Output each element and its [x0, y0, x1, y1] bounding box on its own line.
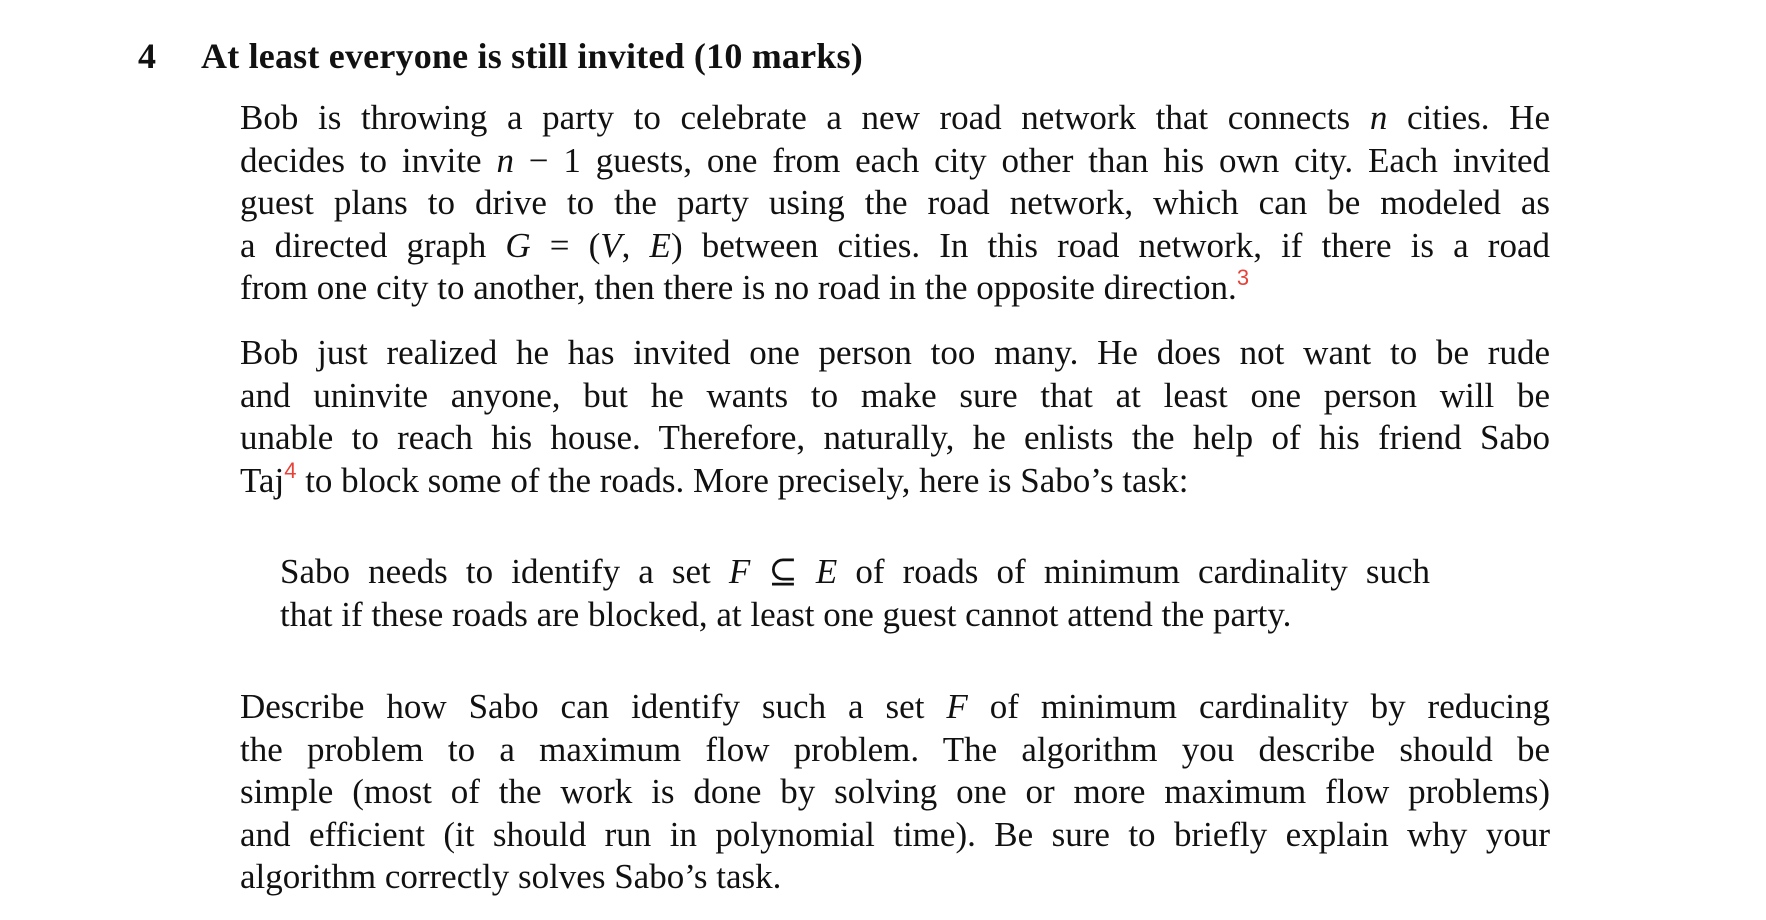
section-heading — [0, 0, 1766, 110]
section-number: 4 — [138, 36, 156, 76]
text-line — [240, 729, 1550, 772]
text-run: unable to reach his house. Therefore, naturally, he enlists the help of his friend Sabo — [240, 418, 1550, 457]
math-subseteq: ⊆ — [750, 552, 816, 591]
math-variable-n: n — [1369, 98, 1388, 137]
math-variable-F: F — [728, 552, 751, 591]
text-line — [240, 140, 1550, 183]
text-run: that if these roads are blocked, at least one guest cannot attend the party. — [280, 595, 1292, 634]
text-run: the problem to a maximum flow problem. The algorithm you describe should be — [240, 729, 1550, 769]
text-run: guests, one from each city other than his own city. Each invited — [580, 140, 1550, 180]
text-run: decides to invite — [240, 140, 497, 180]
text-line — [240, 225, 1550, 268]
text-run: and uninvite anyone, but he wants to make sure that at least one person will be — [240, 375, 1550, 415]
text-run: of roads of minimum cardinality such — [837, 552, 1430, 591]
text-run: Taj — [240, 460, 285, 500]
math-comma: , — [621, 225, 650, 265]
text-run: cities. He — [1387, 98, 1550, 137]
text-line — [240, 457, 1550, 503]
text-run: of minimum cardinality by reducing — [967, 687, 1550, 726]
math-close-paren: ) — [670, 225, 683, 265]
text-run: and efficient (it should run in polynomial time). Be sure to briefly explain why your — [240, 814, 1550, 854]
text-line — [280, 593, 1430, 636]
text-run: a directed graph — [240, 225, 506, 265]
text-run: from one city to another, then there is no road in the opposite direction. — [240, 268, 1237, 307]
task-statement-quote — [280, 550, 1430, 636]
math-variable-E: E — [815, 552, 838, 591]
math-minus: − — [513, 140, 564, 180]
math-variable-G: G — [505, 225, 531, 265]
text-line — [280, 550, 1430, 593]
footnote-marker-3[interactable]: 3 — [1236, 265, 1250, 290]
text-run: to block some of the roads. More precisely, here is Sabo’s task: — [296, 460, 1189, 500]
text-run: between cities. In this road network, if there is a road — [682, 225, 1550, 265]
text-line — [240, 686, 1550, 729]
math-variable-E: E — [649, 225, 671, 265]
text-run: Sabo needs to identify a set — [280, 552, 729, 591]
text-line — [240, 182, 1550, 225]
paragraph-problem-setup — [240, 97, 1550, 310]
math-variable-V: V — [600, 225, 622, 265]
text-line — [240, 856, 1550, 899]
text-run: guest plans to drive to the party using the road network, which can be modeled as — [240, 183, 1550, 222]
paragraph-question — [240, 686, 1550, 899]
math-number-one: 1 — [563, 140, 581, 180]
text-run: Bob just realized he has invited one person too many. He does not want to be rude — [240, 333, 1550, 372]
section-title: At least everyone is still invited (10 marks) — [201, 36, 863, 76]
text-run: Bob is throwing a party to celebrate a new road network that connects — [240, 98, 1370, 137]
text-run: algorithm correctly solves Sabo’s task. — [240, 857, 782, 896]
footnote-marker-4[interactable]: 4 — [284, 457, 297, 483]
text-line — [240, 771, 1550, 814]
text-line — [240, 375, 1550, 418]
text-line — [240, 267, 1550, 310]
text-line — [240, 814, 1550, 857]
paragraph-sabo-intro — [240, 332, 1550, 502]
math-equals: = ( — [530, 225, 601, 265]
text-line — [240, 332, 1550, 375]
math-variable-F: F — [946, 687, 968, 726]
text-run: simple (most of the work is done by solving one or more maximum flow problems) — [240, 772, 1550, 811]
math-variable-n: n — [496, 140, 514, 180]
text-run: Describe how Sabo can identify such a set — [240, 687, 947, 726]
text-line — [240, 417, 1550, 460]
text-line — [240, 97, 1550, 140]
